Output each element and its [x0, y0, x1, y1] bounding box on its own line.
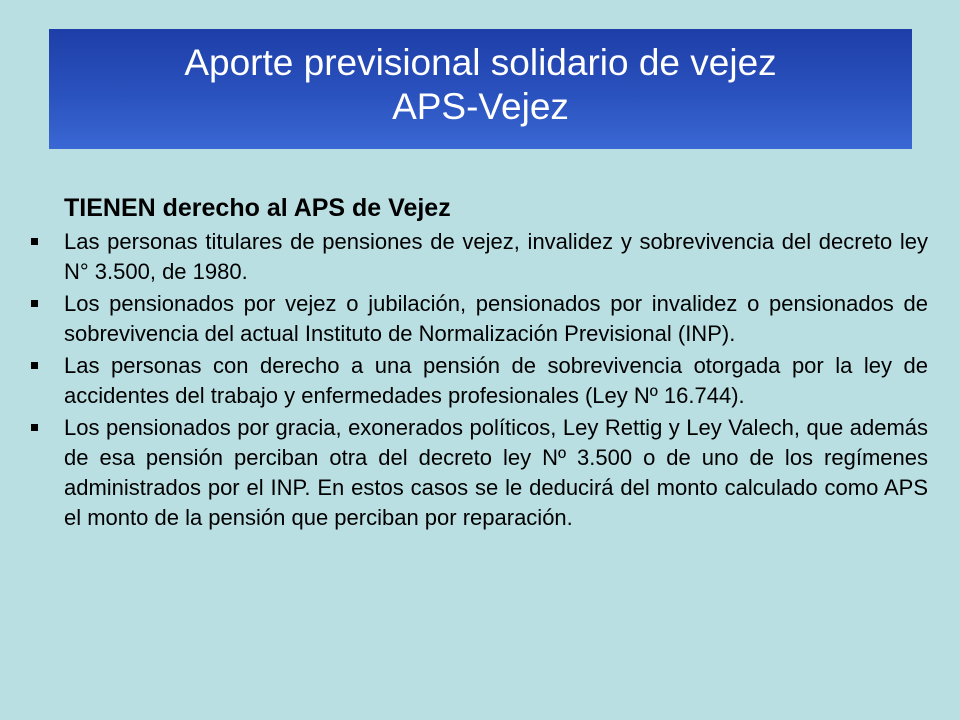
list-item	[30, 289, 928, 349]
list-item	[30, 351, 928, 411]
list-item-text: Los pensionados por vejez o jubilación, pensionados por invalidez o pensionados de sobrevivencia del actual Instituto de Normalización Previsional (INP).	[64, 291, 928, 346]
square-bullet-icon	[31, 362, 38, 369]
list-item-text: Las personas titulares de pensiones de vejez, invalidez y sobrevivencia del decreto ley N° 3.500, de 1980.	[64, 229, 928, 284]
slide-subtitle: APS-Vejez	[392, 86, 569, 127]
bullet-list	[30, 227, 928, 533]
section-heading: TIENEN derecho al APS de Vejez	[64, 194, 451, 222]
slide-title: Aporte previsional solidario de vejez	[184, 42, 777, 83]
square-bullet-icon	[31, 424, 38, 431]
content-area	[30, 193, 928, 535]
list-item	[30, 413, 928, 533]
list-item-text: Los pensionados por gracia, exonerados políticos, Ley Rettig y Ley Valech, que además de esa pensión perciban otra del decreto ley Nº 3.500 o de uno de los regímenes administrados por el INP. En estos casos se le deducirá del monto calculado como APS el monto de la pensión que perciban por reparación.	[64, 415, 928, 530]
square-bullet-icon	[31, 238, 38, 245]
square-bullet-icon	[31, 300, 38, 307]
title-banner	[49, 29, 912, 149]
list-item	[30, 227, 928, 287]
list-item-text: Las personas con derecho a una pensión de sobrevivencia otorgada por la ley de accidentes del trabajo y enfermedades profesionales (Ley Nº 16.744).	[64, 353, 928, 408]
